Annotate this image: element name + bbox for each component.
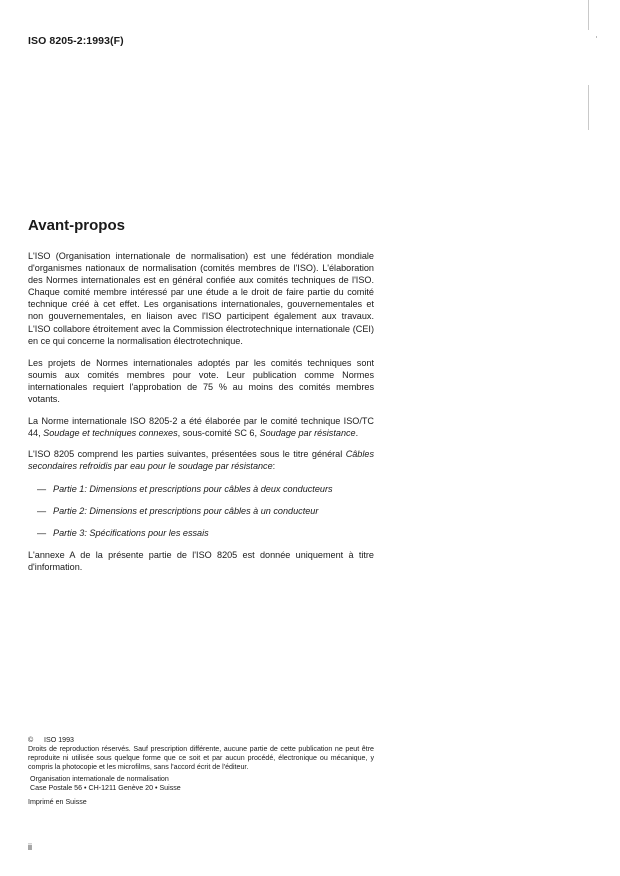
parts-list <box>28 483 374 539</box>
publisher-postal: Case Postale 56 • CH-1211 Genève 20 • Suisse <box>30 783 181 792</box>
foreword-paragraph-4 <box>28 448 374 472</box>
printed-in: Imprimé en Suisse <box>28 798 87 807</box>
general-title: Câbles secondaires refroidis par eau pour le soudage par résistance <box>28 449 374 472</box>
para3-text-middle: , sous-comité SC 6, <box>177 428 260 439</box>
part-label: Partie 1: Dimensions et prescriptions pour câbles à deux conducteurs <box>53 483 333 494</box>
dash-marker: — <box>37 505 47 516</box>
margin-rule-top <box>588 0 589 30</box>
copyright-owner: ISO 1993 <box>44 736 74 744</box>
page-number: ii <box>28 842 32 852</box>
publisher-address <box>28 775 374 793</box>
foreword-paragraph-3 <box>28 415 374 439</box>
dash-marker: — <box>37 483 47 494</box>
list-item <box>28 483 374 495</box>
committee-title: Soudage et techniques connexes <box>43 428 178 439</box>
margin-rule-middle <box>588 85 589 130</box>
list-item <box>28 505 374 517</box>
part-label: Partie 3: Spécifications pour les essais <box>53 527 209 538</box>
copyright-block <box>28 736 374 807</box>
copyright-symbol: © <box>28 736 34 744</box>
para3-text-before: La Norme internationale ISO 8205-2 a été élaborée par le comité technique ISO/TC 44, <box>28 416 374 439</box>
dash-marker: — <box>37 527 47 538</box>
para3-text-after: . <box>355 428 359 439</box>
list-item <box>28 527 374 539</box>
foreword-title: Avant-propos <box>28 217 125 234</box>
margin-mark <box>596 36 597 38</box>
subcommittee-title: Soudage par résistance <box>259 428 356 439</box>
foreword-paragraph-1: L'ISO (Organisation internationale de normalisation) est une fédération mondiale d'organismes nationaux de normalisation (comités membres de l'ISO). L'élaboration des Normes internationales est en général confiée aux comités techniques de l'ISO. Chaque comité membre intéressé par une étude a le droit de faire partie du comité technique créé à cet effet. Les organisations internationales, gouvernementales et non gouvernementales, en liaison avec l'ISO participent également aux travaux. L'ISO collabore étroitement avec la Commission électrotechnique internationale (CEI) en ce qui concerne la normalisation électrotechnique. <box>28 251 374 346</box>
foreword-body <box>28 250 374 583</box>
foreword-paragraph-2: Les projets de Normes internationales adoptés par les comités techniques sont soumis aux comités membres pour vote. Leur publication comme Normes internationales requiert l'approbation de 75 % au moins des comités membres votants. <box>28 357 374 405</box>
publisher-org: Organisation internationale de normalisation <box>30 774 169 783</box>
para4-text-after: : <box>272 461 276 472</box>
part-label: Partie 2: Dimensions et prescriptions pour câbles à un conducteur <box>53 505 319 516</box>
document-id-header: ISO 8205-2:1993(F) <box>28 35 124 47</box>
copyright-line <box>28 736 374 745</box>
para4-text-before: L'ISO 8205 comprend les parties suivantes, présentées sous le titre général <box>28 449 346 460</box>
copyright-rights: Droits de reproduction réservés. Sauf prescription différente, aucune partie de cette publication ne peut être reproduite ni utilisée sous quelque forme que ce soit et par aucun procédé, électronique ou mécanique, y compris la photocopie et les microfilms, sans l'accord écrit de l'éditeur. <box>28 744 374 771</box>
foreword-paragraph-5: L'annexe A de la présente partie de l'ISO 8205 est donnée uniquement à titre d'information. <box>28 549 374 572</box>
